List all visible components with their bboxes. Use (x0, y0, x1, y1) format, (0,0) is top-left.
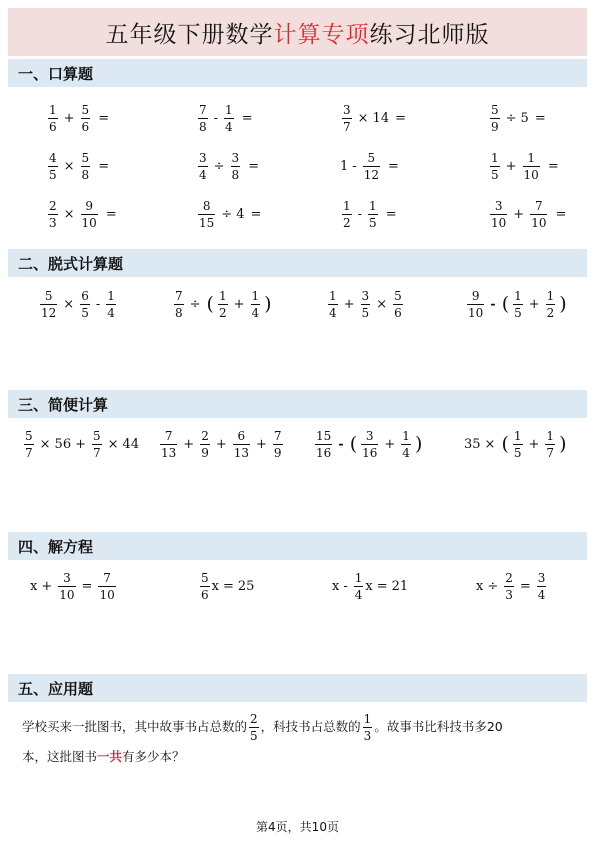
operator: × (63, 158, 75, 174)
operator: - (490, 296, 496, 312)
word-problem-text (22, 712, 582, 772)
denominator: 9 (273, 445, 282, 460)
title-banner (8, 8, 587, 56)
fraction (513, 430, 523, 459)
equation-2 (198, 564, 254, 608)
text: x (332, 578, 340, 594)
equation-3 (332, 564, 408, 608)
text: x (30, 578, 38, 594)
text: x (211, 578, 219, 594)
numerator: 1 (546, 428, 555, 443)
parenthesis: ) (414, 432, 423, 455)
denominator: 4 (537, 587, 546, 602)
simplify-expression-2 (158, 422, 285, 466)
fraction (198, 200, 215, 229)
numerator: 1 (251, 288, 260, 303)
numerator: 1 (402, 428, 410, 443)
equals-sign: = (248, 158, 260, 174)
simplify-expression-4 (464, 422, 568, 466)
stepwise-expression-2 (172, 282, 274, 326)
stepwise-expression-4 (465, 282, 569, 326)
text: 本，这批图书 (22, 749, 98, 764)
operator: × (39, 436, 51, 452)
fraction (490, 200, 507, 229)
parenthesis: ( (501, 432, 509, 455)
denominator: 5 (49, 167, 57, 182)
operator: × (63, 206, 75, 222)
numerator: 5 (201, 570, 209, 585)
numerator: 9 (85, 198, 93, 213)
operator: + (233, 296, 245, 312)
denominator: 2 (546, 305, 555, 320)
fraction (40, 290, 57, 319)
text: 有多少本？ (122, 749, 185, 764)
section-header-equations (8, 532, 587, 560)
fraction (273, 430, 283, 459)
denominator: 10 (81, 215, 97, 230)
denominator: 13 (161, 445, 177, 460)
denominator: 16 (362, 445, 378, 460)
fraction (361, 290, 371, 319)
denominator: 4 (354, 587, 363, 602)
operator: ÷ (487, 578, 499, 594)
parenthesis: ) (264, 292, 272, 315)
numerator: 2 (201, 428, 209, 443)
fraction (218, 290, 228, 319)
numerator: 1 (514, 288, 522, 303)
fraction (81, 104, 91, 133)
fraction (200, 430, 210, 459)
denominator: 4 (251, 305, 260, 320)
operator: × (484, 436, 496, 452)
numerator: 5 (367, 150, 376, 165)
operator: + (343, 296, 355, 312)
title-part-2: 练习北师版 (369, 21, 490, 48)
denominator: 10 (59, 587, 75, 602)
section-header-oral (8, 59, 587, 87)
fraction (198, 104, 208, 133)
operator: × (107, 436, 119, 452)
fraction (224, 104, 234, 133)
parenthesis: ( (206, 292, 214, 315)
numerator: 6 (237, 428, 246, 443)
number: 14 (372, 110, 390, 126)
numerator: 1 (513, 428, 522, 443)
numerator: 3 (494, 198, 503, 213)
fraction (81, 200, 98, 229)
operator: + (528, 436, 540, 452)
equals-sign: = (555, 206, 567, 222)
number: 5 (520, 110, 529, 126)
denominator: 16 (316, 445, 332, 460)
fraction (363, 713, 373, 742)
operator: × (357, 110, 369, 126)
numerator: 1 (354, 570, 363, 585)
text: ，科技书占总数的 (260, 719, 361, 734)
fraction (342, 200, 352, 229)
operator: + (256, 436, 267, 452)
oral-item-1-1 (46, 96, 109, 140)
denominator: 8 (81, 167, 90, 182)
parenthesis: ) (559, 292, 567, 315)
numerator: 5 (25, 428, 33, 443)
numerator: 3 (63, 570, 71, 585)
parenthesis: ( (501, 292, 510, 315)
section-header-stepwise (8, 249, 587, 277)
fraction (92, 430, 102, 459)
equals-sign: = (98, 110, 110, 126)
denominator: 5 (250, 729, 258, 743)
denominator: 2 (343, 215, 351, 230)
numerator: 2 (250, 712, 258, 726)
fraction (368, 200, 378, 229)
fraction (546, 290, 556, 319)
numerator: 2 (505, 570, 513, 585)
numerator: 5 (81, 150, 90, 165)
fraction (523, 152, 540, 181)
section-header-simplify (8, 390, 587, 418)
numerator: 7 (164, 428, 173, 443)
operator: = (519, 578, 531, 594)
fraction (200, 572, 210, 601)
operator: + (75, 436, 86, 452)
oral-item-1-4 (488, 96, 546, 140)
numerator: 5 (81, 102, 90, 117)
operator: + (384, 436, 396, 452)
fraction (249, 713, 259, 742)
operator: + (183, 436, 195, 452)
denominator: 4 (199, 167, 207, 182)
oral-item-2-3 (340, 144, 399, 188)
text: 35 (464, 436, 481, 452)
fraction (490, 104, 500, 133)
fraction (537, 572, 547, 601)
numerator: 3 (365, 428, 374, 443)
equation-4 (476, 564, 548, 608)
numerator: 5 (93, 428, 101, 443)
denominator: 3 (505, 587, 513, 602)
numerator: 1 (218, 288, 227, 303)
oral-item-2-1 (46, 144, 109, 188)
numerator: 2 (49, 198, 57, 213)
denominator: 5 (81, 305, 89, 320)
operator: = (376, 578, 388, 594)
fraction (231, 152, 241, 181)
section-title: 五、应用题 (18, 679, 94, 698)
oral-item-1-2 (196, 96, 253, 140)
numerator: 3 (343, 102, 351, 117)
equals-sign: = (534, 110, 546, 126)
operator: ÷ (213, 158, 225, 174)
numerator: 4 (49, 150, 57, 165)
numerator: 3 (537, 570, 546, 585)
page-number: 第4页，共10页 (256, 820, 339, 834)
operator: ÷ (221, 206, 233, 222)
fraction (530, 200, 547, 229)
text: 。故事书比科技书多20 (374, 719, 503, 734)
fraction (160, 430, 177, 459)
operator: - (95, 296, 101, 312)
fraction (233, 430, 250, 459)
numerator: 1 (369, 198, 377, 213)
fraction (513, 290, 523, 319)
denominator: 5 (361, 305, 370, 320)
operator: + (63, 110, 75, 126)
denominator: 10 (491, 215, 507, 230)
denominator: 3 (363, 729, 372, 743)
operator: × (63, 296, 75, 312)
denominator: 8 (231, 167, 240, 182)
fraction (328, 290, 338, 319)
denominator: 12 (363, 167, 379, 182)
numerator: 1 (546, 288, 555, 303)
parenthesis: ( (349, 432, 358, 455)
operator: = (222, 578, 234, 594)
text: x (476, 578, 484, 594)
fraction (58, 572, 75, 601)
operator: + (513, 206, 525, 222)
parenthesis: ) (559, 432, 567, 455)
denominator: 12 (41, 305, 57, 320)
simplify-expression-1 (22, 422, 139, 466)
denominator: 6 (394, 305, 402, 320)
page-title (106, 16, 490, 49)
fraction (504, 572, 514, 601)
denominator: 9 (491, 119, 499, 134)
operator: - (357, 206, 363, 222)
fraction (98, 572, 115, 601)
denominator: 2 (218, 305, 227, 320)
oral-item-3-4 (488, 192, 566, 236)
numerator: 7 (199, 102, 207, 117)
stepwise-expression-3 (326, 282, 405, 326)
fraction (342, 104, 352, 133)
oral-item-3-1 (46, 192, 117, 236)
title-part-1: 五年级下册数学 (105, 21, 274, 48)
operator: ÷ (189, 296, 201, 312)
equals-sign: = (241, 110, 253, 126)
equals-sign: = (105, 206, 117, 222)
denominator: 15 (199, 215, 215, 230)
numerator: 3 (231, 150, 240, 165)
denominator: 10 (523, 167, 539, 182)
text: 44 (122, 436, 140, 452)
fraction (361, 430, 378, 459)
numerator: 1 (49, 102, 57, 117)
operator: - (352, 158, 357, 174)
equals-sign: = (98, 158, 110, 174)
title-highlight: 计算专项 (273, 21, 370, 48)
fraction (401, 430, 411, 459)
denominator: 5 (513, 445, 522, 460)
numerator: 7 (103, 570, 111, 585)
denominator: 13 (233, 445, 250, 460)
numerator: 1 (225, 102, 233, 117)
denominator: 4 (402, 445, 410, 460)
numerator: 7 (535, 198, 543, 213)
denominator: 10 (468, 305, 484, 320)
fraction (545, 430, 555, 459)
operator: - (338, 436, 344, 452)
fraction (315, 430, 332, 459)
denominator: 8 (199, 119, 207, 134)
section-title: 一、口算题 (18, 64, 94, 83)
section-title: 四、解方程 (18, 537, 94, 556)
fraction (354, 572, 364, 601)
denominator: 4 (329, 305, 337, 320)
numerator: 1 (329, 288, 337, 303)
section-header-word-problem (8, 674, 587, 702)
operator: + (215, 436, 227, 452)
number: 4 (236, 206, 245, 222)
fraction (48, 200, 58, 229)
operator: ÷ (505, 110, 517, 126)
text: 25 (237, 578, 255, 594)
fraction (48, 152, 58, 181)
equals-sign: = (250, 206, 262, 222)
text: 56 (54, 436, 72, 452)
oral-item-3-3 (340, 192, 397, 236)
numerator: 1 (107, 288, 115, 303)
simplify-expression-3 (313, 422, 424, 466)
denominator: 10 (531, 215, 547, 230)
denominator: 8 (175, 305, 183, 320)
stepwise-expression-1 (38, 282, 118, 326)
stepwise-row (0, 282, 595, 326)
oral-item-2-4 (488, 144, 559, 188)
fraction (81, 152, 91, 181)
oral-item-2-2 (196, 144, 259, 188)
equals-sign: = (547, 158, 559, 174)
denominator: 4 (107, 305, 115, 320)
number: 1 (340, 158, 349, 174)
operator: - (343, 578, 348, 594)
operator: + (528, 296, 540, 312)
equals-sign: = (385, 206, 397, 222)
fraction (198, 152, 208, 181)
fraction (363, 152, 380, 181)
numerator: 6 (81, 288, 89, 303)
text: 21 (391, 578, 409, 594)
text: 学校买来一批图书，其中故事书占总数的 (22, 719, 248, 734)
numerator: 3 (199, 150, 207, 165)
fraction (80, 290, 90, 319)
simplify-row (0, 422, 595, 466)
numerator: 7 (175, 288, 183, 303)
denominator: 5 (491, 167, 499, 182)
operator: × (376, 296, 388, 312)
numerator: 3 (361, 288, 370, 303)
oral-item-3-2 (196, 192, 261, 236)
fraction (106, 290, 116, 319)
denominator: 7 (546, 445, 555, 460)
fraction (467, 290, 484, 319)
equals-sign: = (387, 158, 399, 174)
numerator: 15 (316, 428, 332, 443)
operator: - (213, 110, 219, 126)
denominator: 6 (81, 119, 90, 134)
operator: + (505, 158, 517, 174)
denominator: 4 (225, 119, 233, 134)
numerator: 1 (491, 150, 499, 165)
denominator: 6 (49, 119, 57, 134)
denominator: 3 (49, 215, 57, 230)
fraction (251, 290, 261, 319)
fraction (24, 430, 34, 459)
denominator: 6 (201, 587, 209, 602)
numerator: 1 (343, 198, 351, 213)
equals-sign: = (395, 110, 406, 126)
section-title: 三、简便计算 (18, 395, 109, 414)
numerator: 1 (527, 150, 535, 165)
denominator: 5 (369, 215, 377, 230)
denominator: 5 (514, 305, 522, 320)
operator: + (41, 578, 53, 594)
emphasis-text: 一共 (97, 749, 123, 764)
numerator: 9 (471, 288, 480, 303)
fraction (393, 290, 403, 319)
numerator: 1 (363, 712, 372, 726)
numerator: 7 (273, 428, 282, 443)
numerator: 5 (394, 288, 402, 303)
equations-row (0, 564, 595, 608)
denominator: 7 (93, 445, 101, 460)
oral-item-1-3 (340, 96, 406, 140)
denominator: 9 (201, 445, 209, 460)
numerator: 8 (202, 198, 211, 213)
operator: = (81, 578, 93, 594)
numerator: 5 (44, 288, 53, 303)
denominator: 7 (343, 119, 351, 134)
text: x (365, 578, 373, 594)
fraction (490, 152, 500, 181)
fraction (174, 290, 184, 319)
section-title: 二、脱式计算题 (18, 254, 124, 273)
denominator: 10 (99, 587, 115, 602)
numerator: 5 (491, 102, 499, 117)
fraction (48, 104, 58, 133)
equation-1 (30, 564, 118, 608)
denominator: 7 (25, 445, 33, 460)
